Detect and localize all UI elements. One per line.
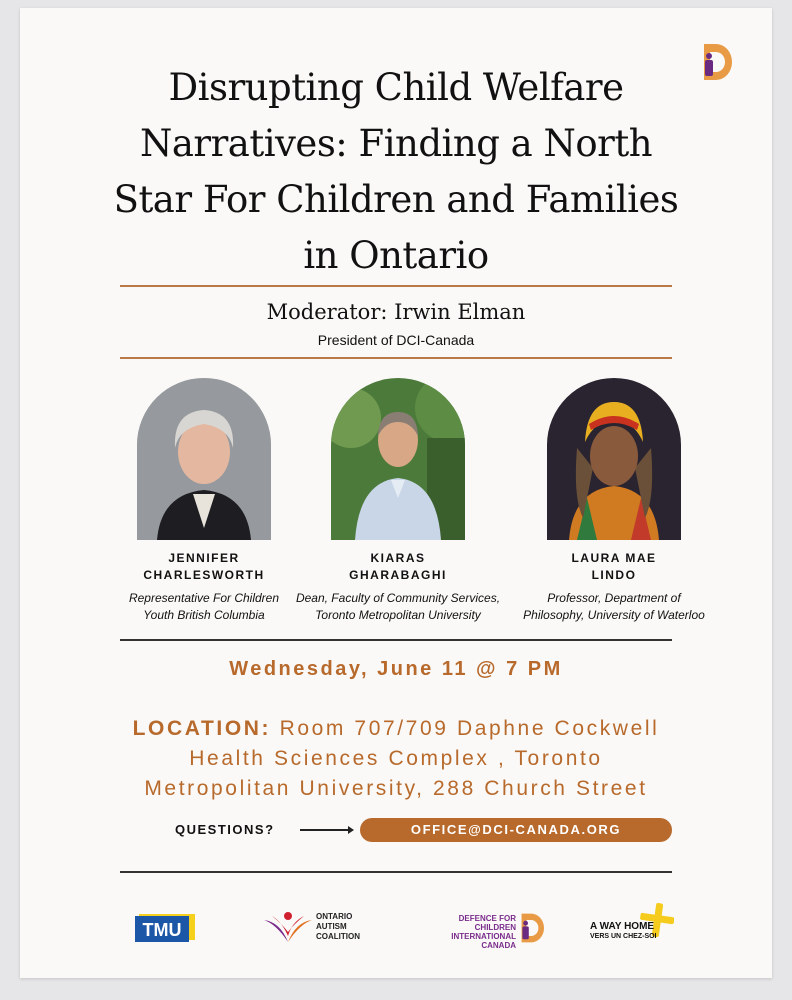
speaker-role	[288, 590, 508, 624]
oac-logo-line: COALITION	[316, 932, 360, 941]
tmu-logo-icon	[135, 914, 195, 942]
speaker-name-line: LINDO	[591, 568, 637, 582]
dci-logo-line: DEFENCE FOR CHILDREN	[458, 914, 516, 932]
oac-logo	[262, 910, 382, 946]
event-title	[60, 60, 732, 284]
speaker-name-line: CHARLESWORTH	[143, 568, 265, 582]
speaker-card	[288, 378, 508, 624]
divider	[120, 871, 672, 873]
speaker-role-line: Philosophy, University of Waterloo	[523, 608, 705, 622]
questions-label: QUESTIONS?	[175, 822, 275, 837]
speaker-name-line: JENNIFER	[168, 551, 240, 565]
oac-logo-icon	[262, 910, 314, 946]
arrow-right-icon	[300, 829, 352, 831]
dci-logo-text	[424, 914, 516, 950]
portrait-icon	[547, 378, 681, 540]
speaker-role-line: Youth British Columbia	[143, 608, 265, 622]
speaker-photo	[547, 378, 681, 540]
speaker-role-line: Toronto Metropolitan University	[315, 608, 481, 622]
awh-logo-title: A WAY HOME	[590, 921, 655, 932]
location-line: Metropolitan University, 288 Church Street	[144, 777, 648, 800]
email-link[interactable]: OFFICE@DCI-CANADA.ORG	[360, 818, 672, 842]
tmu-logo-text: TMU	[142, 920, 182, 940]
title-line: Narratives: Finding a North	[139, 122, 653, 165]
dci-logo-icon	[518, 912, 546, 944]
speaker-card	[504, 378, 724, 624]
speaker-role	[94, 590, 314, 624]
speaker-photo	[331, 378, 465, 540]
oac-logo-line: AUTISM	[316, 922, 347, 931]
moderator-role: President of DCI-Canada	[317, 332, 475, 348]
location-line: Health Sciences Complex , Toronto	[189, 747, 603, 770]
a-way-home-logo	[590, 901, 680, 949]
dci-canada-logo	[424, 910, 548, 950]
speaker-role-line: Professor, Department of	[547, 591, 681, 605]
speaker-role	[504, 590, 724, 624]
event-location	[80, 714, 712, 804]
speaker-card	[94, 378, 314, 624]
divider	[120, 357, 672, 359]
speaker-name-line: KIARAS	[370, 551, 426, 565]
speaker-role-line: Dean, Faculty of Community Services,	[295, 591, 501, 605]
awh-logo-subtitle: VERS UN CHEZ-SOI	[590, 933, 657, 940]
speaker-name-line: LAURA MAE	[571, 551, 657, 565]
portrait-icon	[137, 378, 271, 540]
title-line: in Ontario	[303, 234, 489, 277]
event-date: Wednesday, June 11 @ 7 PM	[229, 658, 563, 680]
speaker-name	[504, 550, 724, 584]
speaker-photo	[137, 378, 271, 540]
speaker-name	[288, 550, 508, 584]
speaker-name-line: GHARABAGHI	[349, 568, 447, 582]
dci-logo-line: CANADA	[481, 941, 516, 950]
title-line: Disrupting Child Welfare	[168, 66, 624, 109]
speaker-name	[94, 550, 314, 584]
speaker-role-line: Representative For Children	[128, 591, 280, 605]
tmu-logo	[135, 914, 195, 942]
location-text: Room 707/709 Daphne Cockwell	[279, 717, 660, 740]
divider	[120, 639, 672, 641]
portrait-icon	[331, 378, 465, 540]
divider	[120, 285, 672, 287]
title-line: Star For Children and Families	[113, 178, 679, 221]
oac-logo-text	[316, 912, 360, 942]
location-label: LOCATION:	[132, 717, 272, 740]
location-line	[80, 714, 712, 744]
moderator-name: Moderator: Irwin Elman	[266, 300, 526, 324]
oac-logo-line: ONTARIO	[316, 912, 353, 921]
dci-logo-line: INTERNATIONAL	[451, 932, 516, 941]
event-flyer	[20, 8, 772, 978]
